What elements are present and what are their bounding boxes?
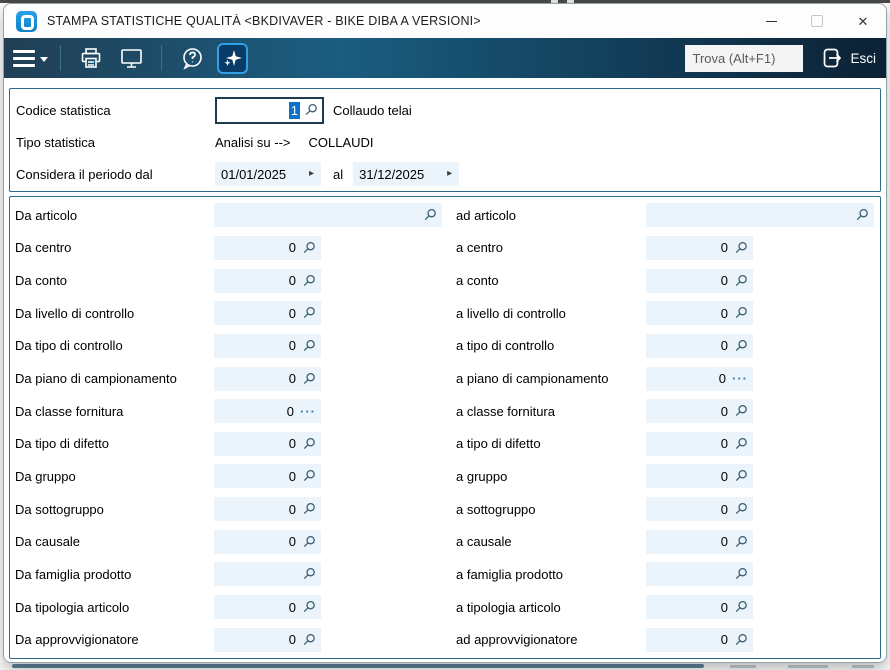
da-gruppo-field[interactable]: 0 xyxy=(214,464,321,488)
a-livello-di-controllo-label: a livello di controllo xyxy=(456,305,566,321)
search-icon[interactable] xyxy=(302,437,316,451)
ai-assistant-button[interactable] xyxy=(214,42,250,74)
search-icon[interactable] xyxy=(302,306,316,320)
search-icon[interactable] xyxy=(302,535,316,549)
calendar-arrow-icon[interactable]: ▸ xyxy=(308,168,314,179)
search-icon[interactable] xyxy=(734,535,748,549)
periodo-al-value: 31/12/2025 xyxy=(359,166,425,182)
search-icon[interactable] xyxy=(734,469,748,483)
find-input[interactable] xyxy=(685,45,803,72)
periodo-dal-value: 01/01/2025 xyxy=(221,166,287,182)
da-conto-field[interactable]: 0 xyxy=(214,269,321,293)
da-famiglia-prodotto-label: Da famiglia prodotto xyxy=(15,566,132,582)
tipo-statistica-row xyxy=(16,126,880,158)
filter-row-tipo-controllo xyxy=(10,330,880,363)
help-button[interactable] xyxy=(174,42,210,74)
search-icon[interactable] xyxy=(302,339,316,353)
exit-label: Esci xyxy=(850,50,876,66)
search-icon[interactable] xyxy=(734,633,748,647)
tipo-statistica-label: Tipo statistica xyxy=(16,134,95,150)
filter-row-piano-campionamento xyxy=(10,362,880,395)
filter-row-centro xyxy=(10,232,880,265)
background-tick xyxy=(730,665,756,668)
search-icon[interactable] xyxy=(302,469,316,483)
da-centro-label: Da centro xyxy=(15,240,72,256)
periodo-al-field[interactable] xyxy=(353,162,459,186)
logout-icon xyxy=(821,47,843,69)
a-tipo-di-difetto-field[interactable]: 0 xyxy=(646,432,753,456)
da-approvvigionatore-label: Da approvvigionatore xyxy=(15,632,139,648)
ellipsis-icon[interactable]: ··· xyxy=(300,403,316,419)
chevron-down-icon xyxy=(40,57,48,62)
ad-articolo-label: ad articolo xyxy=(456,207,516,223)
codice-statistica-description: Collaudo telai xyxy=(333,102,412,118)
filter-row-conto xyxy=(10,264,880,297)
tipo-statistica-prefix: Analisi su --> xyxy=(215,134,291,150)
search-icon[interactable] xyxy=(734,241,748,255)
da-famiglia-prodotto-field[interactable] xyxy=(214,562,321,586)
ellipsis-icon[interactable]: ··· xyxy=(732,371,748,387)
filter-row-livello-controllo xyxy=(10,297,880,330)
hamburger-icon xyxy=(13,50,48,67)
search-icon[interactable] xyxy=(734,306,748,320)
da-tipo-di-controllo-field[interactable]: 0 xyxy=(214,334,321,358)
da-classe-fornitura-field[interactable]: 0 ··· xyxy=(214,399,321,423)
a-sottogruppo-field[interactable]: 0 xyxy=(646,497,753,521)
a-piano-di-campionamento-label: a piano di campionamento xyxy=(456,371,609,387)
search-icon[interactable] xyxy=(302,600,316,614)
filter-row-articolo xyxy=(10,199,880,232)
da-sottogruppo-field[interactable]: 0 xyxy=(214,497,321,521)
periodo-al-label: al xyxy=(333,166,344,182)
da-gruppo-label: Da gruppo xyxy=(15,468,76,484)
a-famiglia-prodotto-label: a famiglia prodotto xyxy=(456,566,563,582)
a-classe-fornitura-field[interactable]: 0 xyxy=(646,399,753,423)
filter-row-gruppo xyxy=(10,460,880,493)
window-title: STAMPA STATISTICHE QUALITÀ <BKDIVAVER - BIKE DIBA A VERSIONI> xyxy=(47,14,481,28)
toolbar-separator xyxy=(161,45,162,71)
maximize-button[interactable] xyxy=(794,4,840,38)
da-tipologia-articolo-field[interactable]: 0 xyxy=(214,595,321,619)
title-bar xyxy=(4,4,886,38)
tipo-statistica-value: COLLAUDI xyxy=(308,134,374,150)
exit-button[interactable] xyxy=(821,47,876,69)
da-classe-fornitura-label: Da classe fornitura xyxy=(15,403,124,419)
ad-articolo-field[interactable] xyxy=(646,203,874,227)
da-livello-di-controllo-label: Da livello di controllo xyxy=(15,305,135,321)
filter-row-approvvigionatore xyxy=(10,623,880,656)
a-tipo-di-controllo-field[interactable]: 0 xyxy=(646,334,753,358)
search-icon[interactable] xyxy=(855,208,869,222)
codice-statistica-input[interactable] xyxy=(215,97,324,124)
a-conto-field[interactable]: 0 xyxy=(646,269,753,293)
a-classe-fornitura-label: a classe fornitura xyxy=(456,403,555,419)
search-icon[interactable] xyxy=(304,103,318,117)
search-icon[interactable] xyxy=(302,567,316,581)
da-articolo-field[interactable] xyxy=(214,203,442,227)
search-icon[interactable] xyxy=(302,274,316,288)
minimize-button[interactable] xyxy=(748,4,794,38)
printer-icon xyxy=(79,47,103,70)
da-tipo-di-controllo-label: Da tipo di controllo xyxy=(15,338,123,354)
background-tick xyxy=(788,665,828,668)
a-famiglia-prodotto-field[interactable] xyxy=(646,562,753,586)
search-icon[interactable] xyxy=(302,372,316,386)
main-menu-button[interactable] xyxy=(12,42,48,74)
periodo-label: Considera il periodo dal xyxy=(16,166,153,182)
filters-box xyxy=(9,196,881,659)
da-approvvigionatore-field[interactable]: 0 xyxy=(214,628,321,652)
a-sottogruppo-label: a sottogruppo xyxy=(456,501,536,517)
da-centro-field[interactable]: 0 xyxy=(214,236,321,260)
preview-button[interactable] xyxy=(113,42,149,74)
filter-row-famiglia-prodotto xyxy=(10,558,880,591)
toolbar xyxy=(4,38,886,78)
search-icon[interactable] xyxy=(734,600,748,614)
codice-statistica-row xyxy=(16,94,880,126)
search-icon[interactable] xyxy=(734,567,748,581)
a-centro-field[interactable]: 0 xyxy=(646,236,753,260)
a-causale-field[interactable]: 0 xyxy=(646,530,753,554)
filter-row-tipo-difetto xyxy=(10,427,880,460)
help-icon xyxy=(180,46,205,71)
search-icon[interactable] xyxy=(734,404,748,418)
search-icon[interactable] xyxy=(734,437,748,451)
sparkle-icon xyxy=(217,43,248,74)
a-tipologia-articolo-label: a tipologia articolo xyxy=(456,599,561,615)
da-tipo-di-difetto-label: Da tipo di difetto xyxy=(15,436,109,452)
a-causale-label: a causale xyxy=(456,534,512,550)
periodo-row xyxy=(16,158,880,190)
a-conto-label: a conto xyxy=(456,273,499,289)
a-livello-di-controllo-field[interactable]: 0 xyxy=(646,301,753,325)
da-piano-di-campionamento-label: Da piano di campionamento xyxy=(15,371,177,387)
ad-approvvigionatore-label: ad approvvigionatore xyxy=(456,632,578,648)
a-tipologia-articolo-field[interactable]: 0 xyxy=(646,595,753,619)
window-controls xyxy=(748,4,886,38)
calendar-arrow-icon[interactable]: ▸ xyxy=(447,168,453,179)
da-sottogruppo-label: Da sottogruppo xyxy=(15,501,104,517)
a-tipo-di-controllo-label: a tipo di controllo xyxy=(456,338,555,354)
a-gruppo-field[interactable]: 0 xyxy=(646,464,753,488)
filter-row-tipologia-articolo xyxy=(10,591,880,624)
toolbar-separator xyxy=(60,45,61,71)
filter-row-sottogruppo xyxy=(10,493,880,526)
monitor-icon xyxy=(119,47,144,70)
da-tipologia-articolo-label: Da tipologia articolo xyxy=(15,599,130,615)
da-conto-label: Da conto xyxy=(15,273,68,289)
search-icon[interactable] xyxy=(423,208,437,222)
search-icon[interactable] xyxy=(734,339,748,353)
a-gruppo-label: a gruppo xyxy=(456,468,508,484)
da-tipo-di-difetto-field[interactable]: 0 xyxy=(214,432,321,456)
periodo-dal-field[interactable] xyxy=(215,162,321,186)
form-area xyxy=(4,78,886,662)
app-logo-icon xyxy=(16,11,37,32)
search-icon[interactable] xyxy=(302,633,316,647)
print-button[interactable] xyxy=(73,42,109,74)
close-button[interactable] xyxy=(840,4,886,38)
ad-approvvigionatore-field[interactable]: 0 xyxy=(646,628,753,652)
close-icon: ✕ xyxy=(857,13,869,29)
background-bar xyxy=(12,664,704,668)
a-piano-di-campionamento-field[interactable]: 0 ··· xyxy=(646,367,753,391)
filter-row-classe-fornitura xyxy=(10,395,880,428)
da-causale-label: Da causale xyxy=(15,534,81,550)
statistics-header-box xyxy=(9,88,881,192)
da-piano-di-campionamento-field[interactable]: 0 xyxy=(214,367,321,391)
a-centro-label: a centro xyxy=(456,240,503,256)
app-window xyxy=(3,3,887,663)
minimize-icon xyxy=(766,21,777,22)
search-icon[interactable] xyxy=(734,274,748,288)
search-icon[interactable] xyxy=(302,502,316,516)
da-articolo-label: Da articolo xyxy=(15,207,78,223)
da-causale-field[interactable]: 0 xyxy=(214,530,321,554)
codice-statistica-value: 1 xyxy=(290,102,298,118)
search-icon[interactable] xyxy=(302,241,316,255)
background-tick xyxy=(852,665,874,668)
a-tipo-di-difetto-label: a tipo di difetto xyxy=(456,436,541,452)
search-icon[interactable] xyxy=(734,502,748,516)
da-livello-di-controllo-field[interactable]: 0 xyxy=(214,301,321,325)
filter-row-causale xyxy=(10,525,880,558)
maximize-icon xyxy=(811,15,823,27)
codice-statistica-label: Codice statistica xyxy=(16,102,111,118)
background-bottom-edge xyxy=(0,662,890,670)
